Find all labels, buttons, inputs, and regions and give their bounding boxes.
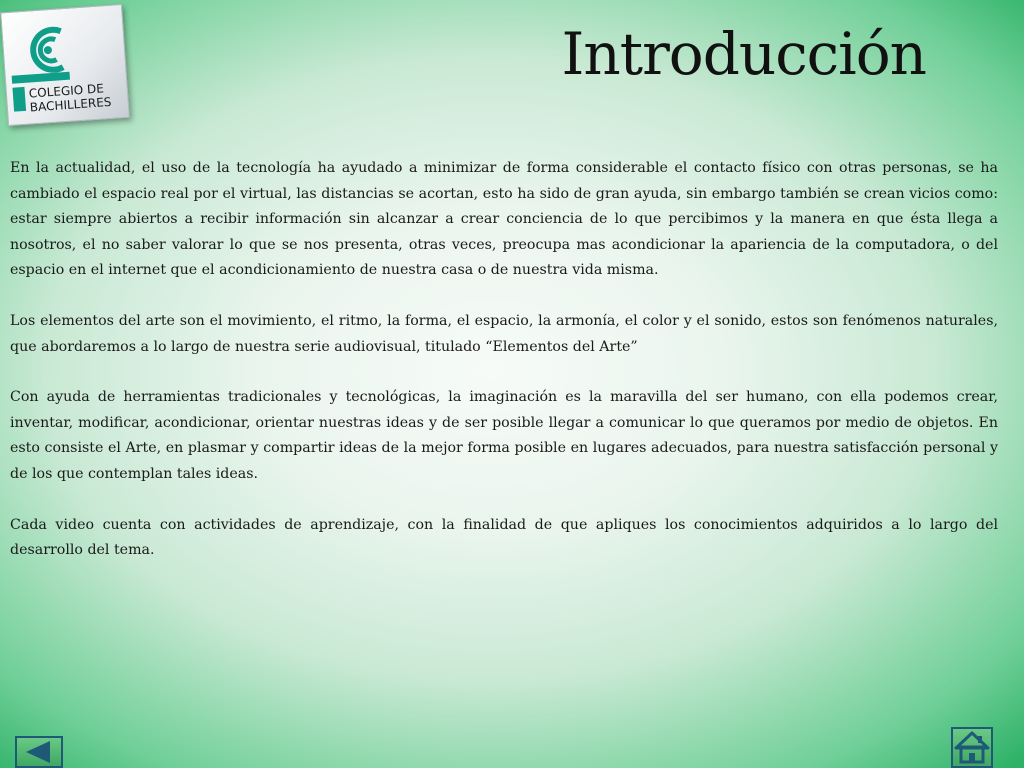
house-icon [953, 729, 991, 766]
main-content [10, 156, 998, 589]
back-button[interactable] [15, 736, 63, 768]
logo-line-1: COLEGIO DE [28, 81, 105, 101]
home-button[interactable] [951, 727, 993, 768]
triangle-left-icon [17, 738, 61, 766]
paragraph-3: Con ayuda de herramientas tradicionales y tecnológicas, la imaginación es la maravilla del ser humano, con ella podemos crear, inventar, modificar, acondicionar, orientar nuestras ideas y de ser posible llegar a comunicar lo que queramos por medio de objetos. En esto consiste el Arte, en plasmar y compartir ideas de la mejor forma posible en lugares adecuados, para nuestra satisfacción personal y de los que contemplan tales ideas. [10, 389, 998, 482]
colegio-logo [0, 4, 130, 126]
paragraph-4: Cada video cuenta con actividades de aprendizaje, con la finalidad de que apliques los conocimientos adquiridos a lo largo del desarrollo del tema. [10, 516, 998, 559]
page-title: Introducción [561, 20, 926, 88]
paragraph-1: En la actualidad, el uso de la tecnología ha ayudado a minimizar de forma considerable el contacto físico con otras personas, se ha cambiado el espacio real por el virtual, las distancias se acortan, esto ha sido de gran ayuda, sin embargo también se crean vicios como: estar siempre abiertos a recibir información sin alcanzar a crear conciencia de lo que percibimos y la manera en que ésta llega a nosotros, el no saber valorar lo que se nos presenta, otras veces, preocupa mas acondicionar la apariencia de la computadora, o del espacio en el internet que el acondicionamiento de nuestra casa o de nuestra vida misma. [10, 160, 998, 279]
paragraph-2: Los elementos del arte son el movimiento, el ritmo, la forma, el espacio, la armonía, el color y el sonido, estos son fenómenos naturales, que abordaremos a lo largo de nuestra serie audiovisual, titulado “Elementos del Arte” [10, 312, 998, 355]
logo-line-2: BACHILLERES [29, 94, 112, 115]
